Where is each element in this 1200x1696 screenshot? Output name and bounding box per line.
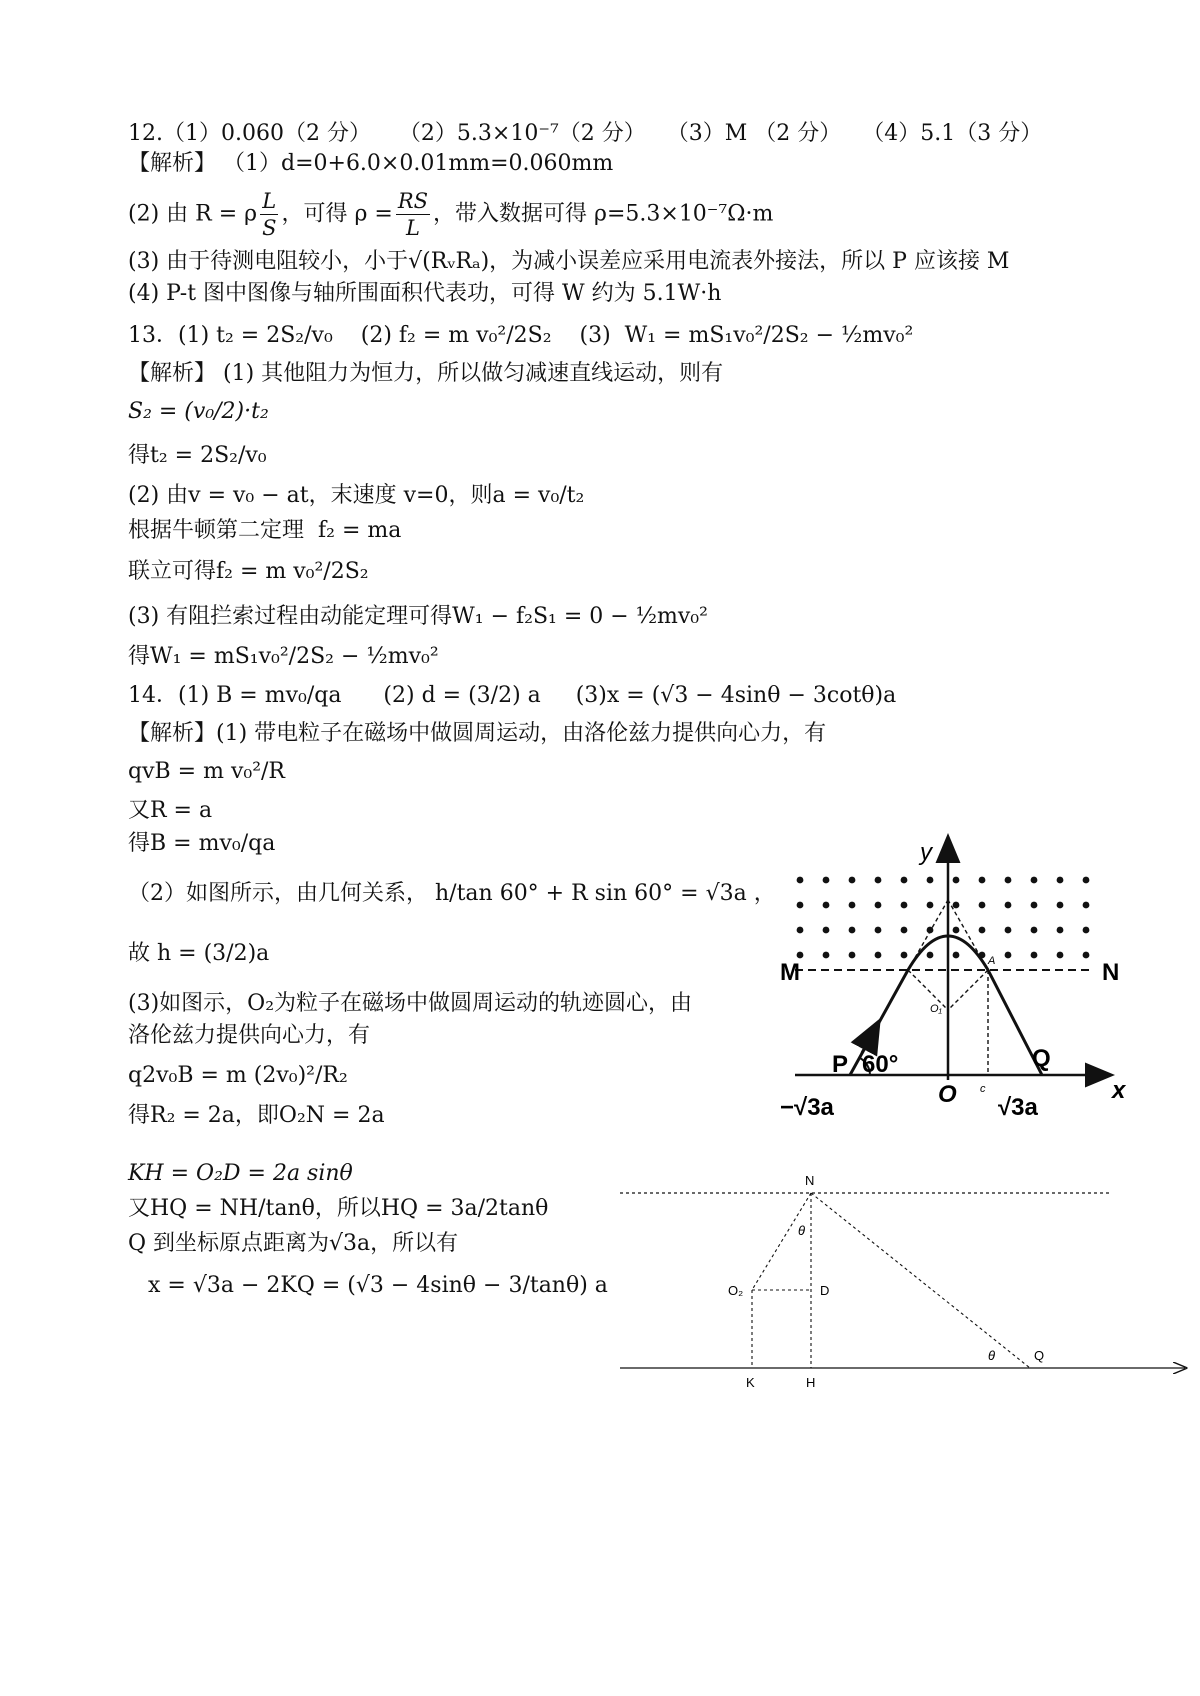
label-theta-top: θ bbox=[798, 1223, 806, 1238]
label-c: c bbox=[980, 1083, 986, 1095]
q13-line3: (2) 由v = v₀ − at，末速度 v=0，则a = v₀/t₂ bbox=[128, 483, 585, 508]
q13-line4: 根据牛顿第二定理 f₂ = ma bbox=[128, 518, 402, 543]
label-o2: O₂ bbox=[728, 1283, 744, 1298]
q12-answer: 12.（1）0.060（2 分） （2）5.3×10⁻⁷（2 分） （3）M （2 分） （4）5.1（3 分） bbox=[128, 121, 1043, 146]
label-d: D bbox=[820, 1283, 830, 1298]
y-label: y bbox=[920, 839, 932, 866]
q14-line5: 故 h = (3/2)a bbox=[128, 941, 270, 966]
q13-line7: 得W₁ = mS₁v₀²/2S₂ − ½mv₀² bbox=[128, 644, 439, 669]
q14-line8: q2v₀B = m (2v₀)²/R₂ bbox=[128, 1063, 348, 1088]
label-neg-sqrt3a: −√3a bbox=[780, 1094, 834, 1121]
q12-part4: (4) P-t 图中图像与轴所围面积代表功，可得 W 约为 5.1W·h bbox=[128, 281, 722, 306]
label-q: Q bbox=[1034, 1348, 1045, 1363]
label-o: O bbox=[938, 1081, 957, 1108]
label-o1: O₁ bbox=[930, 1003, 943, 1015]
label-p: P bbox=[832, 1051, 849, 1078]
q14-line6: (3)如图示，O₂为粒子在磁场中做圆周运动的轨迹圆心，由 bbox=[128, 991, 693, 1016]
q14-line11: 又HQ = NH/tanθ，所以HQ = 3a/2tanθ bbox=[128, 1196, 549, 1221]
label-a: A bbox=[988, 955, 996, 967]
q14-line2: 又R = a bbox=[128, 798, 213, 823]
q12-part2: (2) 由 R = ρ $\frac{L}{S}$ ，可得 ρ = $\frac{RS}{L}$ ，带入数据可得 ρ=5.3×10⁻⁷Ω·m bbox=[128, 189, 774, 240]
q13-line6: (3) 有阻拦索过程由动能定理可得W₁ − f₂S₁ = 0 − ½mv₀² bbox=[128, 604, 708, 629]
q12-part3: (3) 由于待测电阻较小，小于√(RᵥRₐ)，为减小误差应采用电流表外接法，所以 P 应该接 M bbox=[128, 249, 1010, 274]
trajectory-figure bbox=[780, 830, 1160, 1130]
q14-answer: 14．(1) B = mv₀/qa (2) d = (3/2) a (3)x = (√3 − 4sinθ − 3cotθ)a bbox=[128, 683, 897, 708]
q14-analysis: 【解析】(1) 带电粒子在磁场中做圆周运动，由洛伦兹力提供向心力，有 bbox=[128, 721, 827, 746]
q14-line7: 洛伦兹力提供向心力，有 bbox=[128, 1023, 371, 1048]
q14-line10: KH = O₂D = 2a sinθ bbox=[128, 1161, 353, 1186]
label-n: N bbox=[805, 1173, 815, 1188]
label-theta-bottom: θ bbox=[988, 1348, 996, 1363]
q13-analysis: 【解析】 (1) 其他阻力为恒力，所以做匀减速直线运动，则有 bbox=[128, 361, 724, 386]
q14-line1: qvB = m v₀²/R bbox=[128, 759, 285, 784]
q13-answer: 13．(1) t₂ = 2S₂/v₀ (2) f₂ = m v₀²/2S₂ (3) W₁ = mS₁v₀²/2S₂ − ½mv₀² bbox=[128, 323, 914, 348]
q13-line2: 得t₂ = 2S₂/v₀ bbox=[128, 443, 267, 468]
label-h: H bbox=[806, 1375, 816, 1390]
label-m: M bbox=[780, 959, 800, 986]
label-k: K bbox=[746, 1375, 755, 1390]
q13-line5: 联立可得f₂ = m v₀²/2S₂ bbox=[128, 559, 369, 584]
label-angle: 60° bbox=[862, 1051, 899, 1078]
label-q: Q bbox=[1032, 1045, 1051, 1072]
q14-line4: （2）如图所示，由几何关系， h/tan 60° + R sin 60° = √3a ， bbox=[128, 881, 776, 906]
q14-line9: 得R₂ = 2a，即O₂N = 2a bbox=[128, 1103, 385, 1128]
q13-line1: S₂ = (v₀/2)·t₂ bbox=[128, 399, 269, 424]
x-label: x bbox=[1112, 1077, 1126, 1104]
magnetic-field-dots bbox=[797, 877, 1090, 959]
q14-line3: 得B = mv₀/qa bbox=[128, 831, 276, 856]
geometry-figure bbox=[600, 1155, 1190, 1405]
q12-analysis: 【解析】 （1）d=0+6.0×0.01mm=0.060mm bbox=[128, 151, 614, 176]
q14-line13: x = √3a − 2KQ = (√3 − 4sinθ − 3/tanθ) a bbox=[148, 1273, 608, 1298]
label-sqrt3a: √3a bbox=[998, 1094, 1038, 1121]
label-n: N bbox=[1102, 959, 1120, 986]
q14-line12: Q 到坐标原点距离为√3a，所以有 bbox=[128, 1231, 459, 1256]
